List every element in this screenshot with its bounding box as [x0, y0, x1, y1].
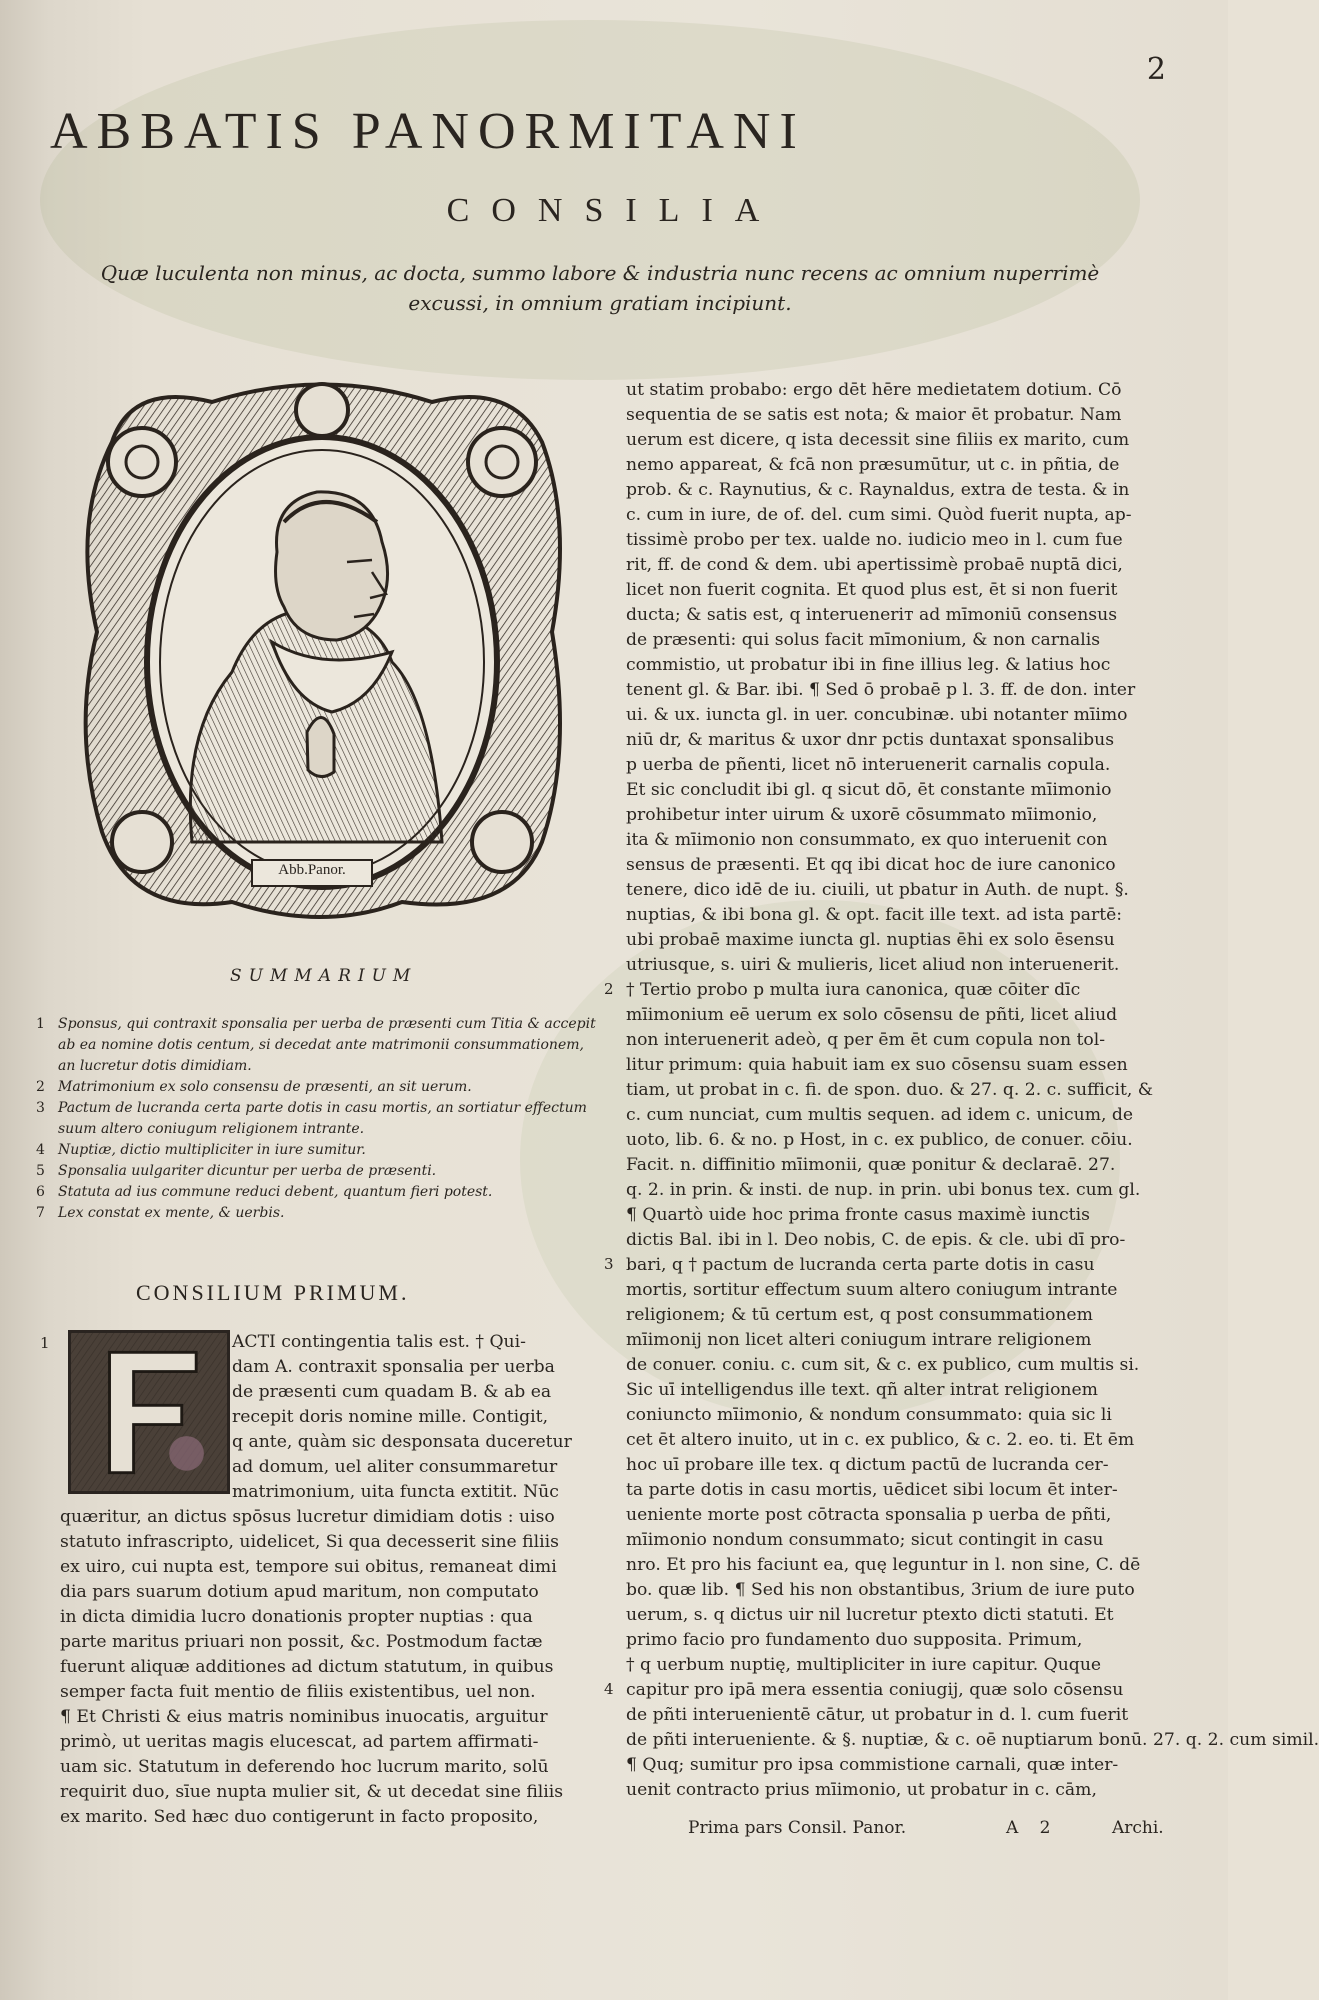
intro-line: excussi, in omnium gratiam incipiunt. [408, 291, 792, 315]
text-line: ubi probaē maxime iuncta gl. nuptias ēhi ex solo ēsensu [626, 930, 1115, 950]
text-line: tiam, ut probat in c. fi. de spon. duo. & 27. q. 2. c. sufficit, & [626, 1080, 1154, 1100]
summarium-text: Nuptiæ, dictio multipliciter in iure sumitur. [58, 1142, 366, 1158]
text-line: ita & mīimonio non consummato, ex quo interuenit con [626, 830, 1108, 850]
running-footer: Prima pars Consil. Panor. [688, 1818, 907, 1838]
margin-number: 3 [604, 1255, 614, 1273]
summarium-list [36, 1014, 596, 1224]
left-column-text [60, 1330, 598, 1830]
summarium-text: Statuta ad ius commune reduci debent, quantum fieri potest. [58, 1184, 493, 1200]
text-line: recepit doris nomine mille. Contigit, [232, 1407, 549, 1427]
text-line: tissimè probo per tex. ualde no. iudicio meo in l. cum fue [626, 530, 1123, 550]
text-line: c. cum in iure, de of. del. cum simi. Quòd fuerit nupta, ap- [626, 505, 1132, 525]
margin-number: 4 [604, 1680, 614, 1698]
text-line: ui. & ux. iuncta gl. in uer. concubinæ. ubi notanter mīimo [626, 705, 1128, 725]
text-line: fuerunt aliquæ additiones ad dictum statutum, in quibus [60, 1657, 554, 1677]
summarium-text: Matrimonium ex solo consensu de præsenti, an sit uerum. [58, 1079, 472, 1095]
summarium-number: 2 [36, 1079, 45, 1095]
consilium-heading: CONSILIUM PRIMUM. [136, 1280, 410, 1305]
text-line: mortis, sortitur effectum suum altero coniugum intrante [626, 1280, 1118, 1300]
text-line: statuto infrascripto, uidelicet, Si qua decesserit sine filiis [60, 1532, 559, 1552]
text-line: requirit duo, sīue nupta mulier sit, & ut decedat sine filiis [60, 1782, 564, 1802]
text-line: ¶ Quartò uide hoc prima fronte casus maximè iunctis [626, 1205, 1090, 1225]
text-line: de præsenti: qui solus facit mīmonium, & non carnalis [626, 630, 1101, 650]
text-line: bari, q † pactum de lucranda certa parte dotis in casu [626, 1255, 1095, 1275]
text-line: non interuenerit adeò, q per ēm ēt cum copula non tol- [626, 1030, 1106, 1050]
text-line: ut statim probabo: ergo dēt hēre medietatem dotium. Cō [626, 380, 1122, 400]
text-line: ex marito. Sed hæc duo contigerunt in facto proposito, [60, 1807, 539, 1827]
text-line: ex uiro, cui nupta est, tempore sui obitus, remaneat dimi [60, 1557, 557, 1577]
page-title: ABBATIS PANORMITANI [50, 103, 806, 160]
text-line: dia pars suarum dotium apud maritum, non computato [60, 1582, 539, 1602]
summarium-number: 7 [36, 1205, 45, 1221]
text-line: religionem; & tū certum est, q post consummationem [626, 1305, 1093, 1325]
portrait-illustration [72, 372, 572, 930]
summarium-text: Pactum de lucranda certa parte dotis in casu mortis, an sortiatur effectum suum altero coniugum religionem intrante. [58, 1100, 587, 1137]
text-line: c. cum nunciat, cum multis sequen. ad idem c. unicum, de [626, 1105, 1134, 1125]
summarium-number: 3 [36, 1100, 45, 1116]
margin-number: 1 [40, 1334, 50, 1352]
text-line: primo facio pro fundamento duo supposita. Primum, [626, 1630, 1083, 1650]
summarium-item [36, 1077, 596, 1098]
text-line: primò, ut ueritas magis elucescat, ad partem affirmati- [60, 1732, 539, 1752]
page-subtitle: CONSILIA [446, 192, 782, 229]
folio-number: 2 [1146, 52, 1166, 87]
text-line: prob. & c. Raynutius, & c. Raynaldus, extra de testa. & in [626, 480, 1130, 500]
summarium-number: 1 [36, 1016, 45, 1032]
text-line: litur primum: quia habuit iam ex suo cōsensu suam essen [626, 1055, 1128, 1075]
intro-line: Quæ luculenta non minus, ac docta, summo labore & industria nunc recens ac omnium nuperrimè [100, 261, 1100, 285]
summarium-item [36, 1161, 596, 1182]
summarium-number: 4 [36, 1142, 45, 1158]
text-line: ducta; & satis est, q interueneriт ad mīmoniū consensus [626, 605, 1118, 625]
text-line: niū dr, & maritus & uxor dnr pctis duntaxat sponsalibus [626, 730, 1115, 750]
summarium-heading: SUMMARIUM [230, 966, 418, 986]
text-line: uerum est dicere, q ista decessit sine filiis ex marito, cum [626, 430, 1130, 450]
text-line: mīimonio nondum consummato; sicut contingit in casu [626, 1530, 1104, 1550]
text-line: parte maritus priuari non possit, &c. Postmodum factæ [60, 1632, 543, 1652]
text-line: Et sic concludit ibi gl. q sicut dō, ēt constante mīimonio [626, 780, 1112, 800]
text-line: ¶ Et Christi & eius matris nominibus inuocatis, arguitur [60, 1707, 548, 1727]
text-line: tenere, dico idē de iu. ciuili, ut pbatur in Auth. de nupt. §. [626, 880, 1129, 900]
text-line: p uerba de pñenti, licet nō interuenerit carnalis copula. [626, 755, 1111, 775]
text-line: coniuncto mīimonio, & nondum consummato: quia sic li [626, 1405, 1112, 1425]
right-column-text [626, 378, 1319, 1803]
page-footer [0, 1818, 1228, 1838]
text-line: commistio, ut probatur ibi in fine illius leg. & latius hoc [626, 655, 1111, 675]
text-line: de conuer. coniu. c. cum sit, & c. ex publico, cum multis si. [626, 1355, 1140, 1375]
text-line: tenent gl. & Bar. ibi. ¶ Sed ō probaē p l. 3. ff. de don. inter [626, 680, 1136, 700]
text-line: rit, ff. de cond & dem. ubi apertissimè probaē nuptā dici, [626, 555, 1123, 575]
text-line: bo. quæ lib. ¶ Sed his non obstantibus, 3rium de iure puto [626, 1580, 1135, 1600]
text-line: hoc uī probare ille tex. q dictum pactū de lucranda cer- [626, 1455, 1109, 1475]
text-line: ta parte dotis in casu mortis, uēdicet sibi locum ēt inter- [626, 1480, 1118, 1500]
summarium-number: 6 [36, 1184, 45, 1200]
summarium-item [36, 1182, 596, 1203]
summarium-text: Sponsus, qui contraxit sponsalia per uerba de præsenti cum Titia & accepit ab ea nomine dotis centum, si decedat ante matrimonii consummationem, an lucretur dotis dimidiam. [58, 1016, 596, 1074]
text-line: quæritur, an dictus spōsus lucretur dimidiam dotis : uiso [60, 1507, 555, 1527]
summarium-item [36, 1014, 596, 1077]
summarium-item [36, 1098, 596, 1140]
text-line: matrimonium, uita functa extitit. Nūc [232, 1482, 559, 1502]
text-line: nro. Et pro his faciunt ea, quę leguntur in l. non sine, C. dē [626, 1555, 1141, 1575]
text-line: de præsenti cum quadam B. & ab ea [232, 1382, 552, 1402]
summarium-item [36, 1203, 596, 1224]
text-line: ueniente morte post cōtracta sponsalia p uerba de pñti, [626, 1505, 1112, 1525]
text-line: uam sic. Statutum in deferendo hoc lucrum marito, solū [60, 1757, 549, 1777]
text-line: utriusque, s. uiri & mulieris, licet aliud non interuenerit. [626, 955, 1120, 975]
text-line: sequentia de se satis est nota; & maior ēt probatur. Nam [626, 405, 1122, 425]
text-line: q. 2. in prin. & insti. de nup. in prin. ubi bonus tex. cum gl. [626, 1180, 1141, 1200]
portrait-caption: Abb.Panor. [278, 862, 346, 878]
text-line: q ante, quàm sic desponsata duceretur [232, 1432, 572, 1452]
text-line: uerum, s. q dictus uir nil lucretur ptexto dicti statuti. Et [626, 1605, 1114, 1625]
text-line: cet ēt altero inuito, ut in c. ex publico, & c. 2. eo. ti. Et ēm [626, 1430, 1135, 1450]
intro-text [90, 258, 1110, 318]
text-line: prohibetur inter uirum & uxorē cōsummato mīimonio, [626, 805, 1098, 825]
signature-mark: A 2 [1006, 1818, 1059, 1838]
summarium-text: Sponsalia uulgariter dicuntur per uerba de præsenti. [58, 1163, 437, 1179]
text-line: semper facta fuit mentio de filiis existentibus, uel non. [60, 1682, 536, 1702]
text-line: mīimonium eē uerum ex solo cōsensu de pñti, licet aliud [626, 1005, 1118, 1025]
text-line: sensus de præsenti. Et qq ibi dicat hoc de iure canonico [626, 855, 1116, 875]
text-line: uenit contracto prius mīimonio, ut probatur in c. cām, [626, 1780, 1097, 1800]
text-line: uoto, lib. 6. & no. p Host, in c. ex publico, de conuer. cōiu. [626, 1130, 1133, 1150]
text-line: in dicta dimidia lucro donationis propter nuptias : qua [60, 1607, 533, 1627]
text-line: nuptias, & ibi bona gl. & opt. facit ille text. ad ista partē: [626, 905, 1123, 925]
text-line: ACTI contingentia talis est. † Qui- [232, 1332, 526, 1352]
summarium-item [36, 1140, 596, 1161]
text-line: licet non fuerit cognita. Et quod plus est, ēt si non fuerit [626, 580, 1118, 600]
text-line: Facit. n. diffinitio mīimonii, quæ ponitur & declaraē. 27. [626, 1155, 1116, 1175]
summarium-number: 5 [36, 1163, 45, 1179]
text-line: † q uerbum nuptię, multipliciter in iure capitur. Quque [626, 1655, 1102, 1675]
text-line: de pñti interueniente. & §. nuptiæ, & c. oē nuptiarum bonū. 27. q. 2. cum simil. [626, 1730, 1319, 1750]
summarium-text: Lex constat ex mente, & uerbis. [58, 1205, 285, 1221]
text-line: dictis Bal. ibi in l. Deo nobis, C. de epis. & cle. ubi dī pro- [626, 1230, 1126, 1250]
text-line: dam A. contraxit sponsalia per uerba [232, 1357, 555, 1377]
text-line: ad domum, uel aliter consummaretur [232, 1457, 558, 1477]
margin-number: 2 [604, 980, 614, 998]
catchword: Archi. [1112, 1818, 1164, 1838]
text-line: † Tertio probo p multa iura canonica, quæ cōiter dīc [626, 980, 1081, 1000]
text-line: de pñti interuenientē cātur, ut probatur in d. l. cum fuerit [626, 1705, 1129, 1725]
text-line: mīimonij non licet alteri coniugum intrare religionem [626, 1330, 1092, 1350]
text-line: ¶ Quq; sumitur pro ipsa commistione carnali, quæ inter- [626, 1755, 1119, 1775]
text-line: capitur pro ipā mera essentia coniugij, quæ solo cōsensu [626, 1680, 1124, 1700]
text-line: Sic uī intelligendus ille text. qñ alter intrat religionem [626, 1380, 1098, 1400]
text-line: nemo appareat, & fcā non præsumūtur, ut c. in pñtia, de [626, 455, 1120, 475]
portrait-woodcut [72, 372, 572, 930]
